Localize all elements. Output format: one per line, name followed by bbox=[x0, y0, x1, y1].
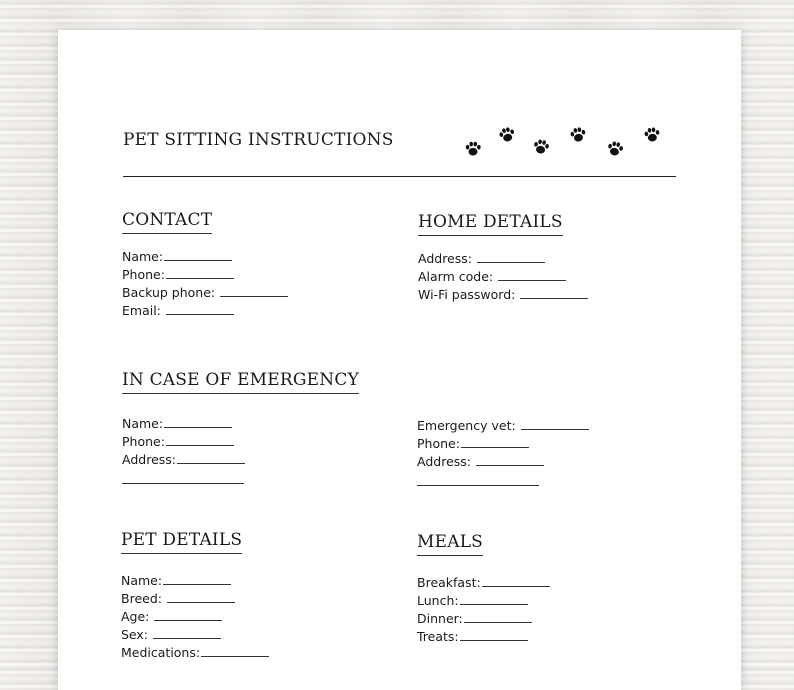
contact-section bbox=[122, 210, 288, 320]
emergency-vet-address-field[interactable] bbox=[417, 453, 589, 471]
write-line[interactable] bbox=[476, 454, 544, 466]
write-line[interactable] bbox=[164, 249, 232, 261]
home-wifi-password-field[interactable] bbox=[418, 286, 588, 304]
meals-treats-field[interactable] bbox=[417, 628, 550, 646]
field-label: Phone: bbox=[122, 267, 165, 282]
write-line[interactable] bbox=[154, 609, 222, 621]
pet-age-field[interactable] bbox=[121, 608, 269, 626]
write-line[interactable] bbox=[417, 475, 539, 486]
contact-phone-field[interactable] bbox=[122, 266, 288, 284]
field-label: Alarm code: bbox=[418, 269, 494, 284]
emergency-right-fields bbox=[417, 417, 589, 486]
field-label: Sex: bbox=[121, 627, 149, 642]
field-label: Dinner: bbox=[417, 611, 463, 626]
field-label: Emergency vet: bbox=[417, 418, 516, 433]
emergency-address-field[interactable] bbox=[122, 451, 245, 469]
emergency-name-field[interactable] bbox=[122, 415, 245, 433]
write-line[interactable] bbox=[164, 416, 232, 428]
field-label: Email: bbox=[122, 303, 161, 318]
write-line[interactable] bbox=[167, 591, 235, 603]
field-label: Phone: bbox=[122, 434, 165, 449]
write-line[interactable] bbox=[520, 287, 588, 299]
field-label: Age: bbox=[121, 609, 150, 624]
field-label: Name: bbox=[122, 249, 164, 264]
meals-section bbox=[417, 532, 550, 646]
field-label: Phone: bbox=[417, 436, 460, 451]
worksheet-page bbox=[58, 30, 741, 690]
meals-dinner-field[interactable] bbox=[417, 610, 550, 628]
write-line[interactable] bbox=[201, 645, 269, 657]
contact-backup-phone-field[interactable] bbox=[122, 284, 288, 302]
field-label: Wi-Fi password: bbox=[418, 287, 516, 302]
paw-icon bbox=[496, 124, 518, 146]
write-line[interactable] bbox=[166, 267, 234, 279]
pet-details-heading: PET DETAILS bbox=[121, 530, 242, 554]
write-line[interactable] bbox=[177, 452, 245, 464]
field-label: Name: bbox=[121, 573, 163, 588]
home-alarm-code-field[interactable] bbox=[418, 268, 588, 286]
pet-sex-field[interactable] bbox=[121, 626, 269, 644]
pet-name-field[interactable] bbox=[121, 572, 269, 590]
title-divider bbox=[123, 176, 676, 177]
home-address-field[interactable] bbox=[418, 250, 588, 268]
pet-details-section bbox=[121, 530, 269, 662]
write-line[interactable] bbox=[464, 611, 532, 623]
write-line[interactable] bbox=[163, 573, 231, 585]
meals-lunch-field[interactable] bbox=[417, 592, 550, 610]
write-line[interactable] bbox=[166, 434, 234, 446]
write-line[interactable] bbox=[521, 418, 589, 430]
write-line[interactable] bbox=[482, 575, 550, 587]
field-label: Address: bbox=[417, 454, 471, 469]
field-label: Breakfast: bbox=[417, 575, 481, 590]
paw-icon bbox=[642, 125, 662, 145]
meals-breakfast-field[interactable] bbox=[417, 574, 550, 592]
contact-email-field[interactable] bbox=[122, 302, 288, 320]
field-label: Lunch: bbox=[417, 593, 459, 608]
paw-icon bbox=[531, 137, 552, 158]
field-label: Backup phone: bbox=[122, 285, 216, 300]
emergency-vet-phone-field[interactable] bbox=[417, 435, 589, 453]
home-details-heading: HOME DETAILS bbox=[418, 212, 563, 236]
meals-heading: MEALS bbox=[417, 532, 483, 556]
field-label: Name: bbox=[122, 416, 164, 431]
write-line[interactable] bbox=[477, 251, 545, 263]
pet-medications-field[interactable] bbox=[121, 644, 269, 662]
write-line[interactable] bbox=[461, 436, 529, 448]
field-label: Treats: bbox=[417, 629, 459, 644]
write-line[interactable] bbox=[166, 303, 234, 315]
field-label: Breed: bbox=[121, 591, 162, 606]
write-line[interactable] bbox=[460, 629, 528, 641]
emergency-phone-field[interactable] bbox=[122, 433, 245, 451]
paw-icon bbox=[604, 138, 625, 159]
write-line[interactable] bbox=[498, 269, 566, 281]
write-line[interactable] bbox=[153, 627, 221, 639]
emergency-left-fields bbox=[122, 415, 245, 484]
write-line[interactable] bbox=[220, 285, 288, 297]
paw-icon bbox=[464, 140, 482, 158]
write-line[interactable] bbox=[460, 593, 528, 605]
paw-prints-decoration bbox=[458, 122, 678, 162]
emergency-section bbox=[122, 370, 359, 394]
page-title: PET SITTING INSTRUCTIONS bbox=[123, 130, 394, 150]
emergency-heading: IN CASE OF EMERGENCY bbox=[122, 370, 359, 394]
pet-breed-field[interactable] bbox=[121, 590, 269, 608]
field-label: Address: bbox=[418, 251, 472, 266]
paw-icon bbox=[568, 125, 589, 146]
field-label: Medications: bbox=[121, 645, 201, 660]
field-label: Address: bbox=[122, 452, 176, 467]
emergency-vet-field[interactable] bbox=[417, 417, 589, 435]
contact-name-field[interactable] bbox=[122, 248, 288, 266]
contact-heading: CONTACT bbox=[122, 210, 212, 234]
write-line[interactable] bbox=[122, 473, 244, 484]
home-details-section bbox=[418, 212, 588, 304]
